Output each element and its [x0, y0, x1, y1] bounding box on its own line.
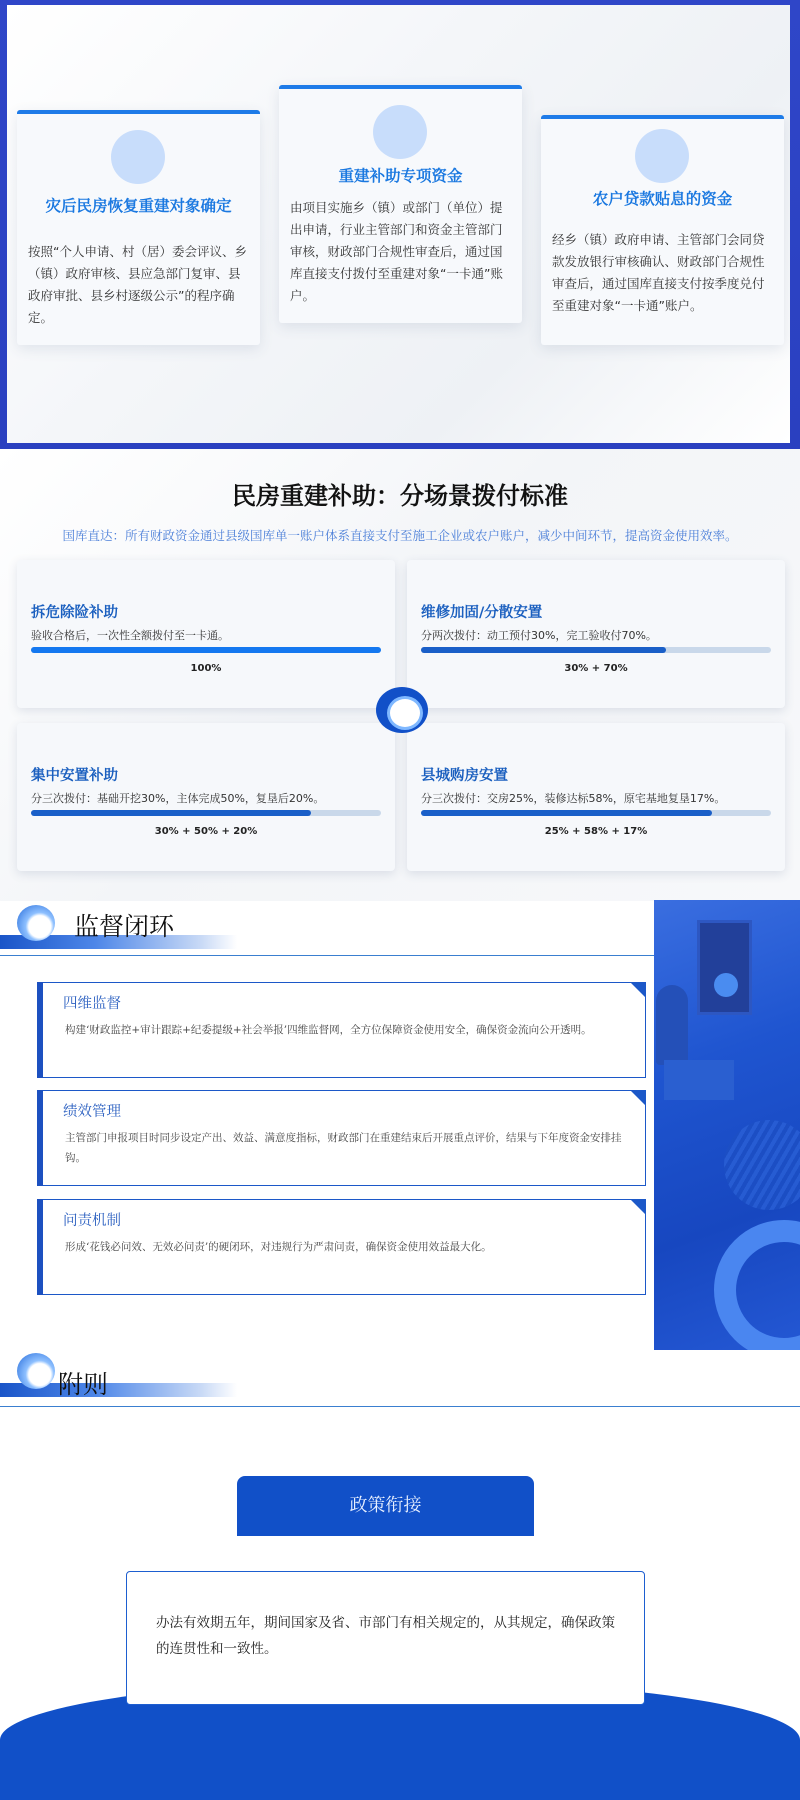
item-title: 四维监督	[63, 996, 121, 1012]
photo-desk	[664, 1060, 734, 1100]
meeting-photo	[654, 900, 800, 1350]
heading-disc-icon	[17, 1353, 55, 1389]
item-title: 问责机制	[63, 1213, 121, 1229]
standard-desc: 分两次拨付：动工预付30%，完工验收付70%。	[421, 629, 657, 642]
standard-card-repair	[407, 560, 785, 708]
stage-card-body: 按照“个人申请、村（居）委会评议、乡（镇）政府审核、县应急部门复审、县政府审批、县乡村逐级公示”的程序确定。	[28, 244, 247, 325]
standard-progress-track	[421, 647, 771, 653]
standard-card-centralized	[17, 723, 395, 871]
stage-card-title: 农户贷款贴息的资金	[592, 190, 733, 208]
stage-card-icon	[635, 129, 689, 183]
standard-desc: 验收合格后，一次性全额拨付至一卡通。	[31, 629, 229, 642]
stage-card-title: 重建补助专项资金	[338, 167, 463, 185]
supervision-item-accountability	[42, 1199, 646, 1295]
standard-card-county-housing	[407, 723, 785, 871]
standard-progress-fill	[31, 647, 381, 653]
stage-card-body: 经乡（镇）政府申请、主管部门会同贷款发放银行审核确认、财政部门合规性审查后，通过国库直接支付按季度兑付至重建对象“一卡通”账户。	[552, 232, 765, 313]
item-corner-mark	[631, 983, 645, 997]
standard-progress-track	[31, 810, 381, 816]
item-accent-bar	[37, 1090, 43, 1186]
stage-card-object-confirm	[17, 110, 260, 345]
stage-card-body: 由项目实施乡（镇）或部门（单位）提出申请，行业主管部门和资金主管部门审核，财政部门合规性审查后，通过国库直接支付拨付至重建对象“一卡通”账户。	[290, 200, 503, 303]
appendix-heading-label: 附则	[58, 1370, 109, 1399]
policy-text: 办法有效期五年，期间国家及省、市部门有相关规定的，从其规定，确保政策的连贯性和一致性。	[156, 1615, 615, 1657]
photo-poster	[697, 920, 752, 1015]
overview-panel-inner	[7, 5, 790, 443]
stage-card-icon	[111, 130, 165, 184]
standard-progress-track	[421, 810, 771, 816]
appendix-heading	[0, 1353, 800, 1403]
standards-subtitle: 国库直达：所有财政资金通过县级国库单一账户体系直接支付至施工企业或农户账户，减少中间环节，提高资金使用效率。	[62, 528, 738, 543]
heading-rule	[0, 955, 654, 956]
stage-card-title: 灾后民房恢复重建对象确定	[45, 197, 232, 215]
standard-title: 维修加固/分散安置	[421, 605, 543, 621]
standard-progress-label: 30% + 50% + 20%	[154, 826, 258, 837]
policy-tab: 政策衔接	[237, 1476, 534, 1536]
center-ring-icon	[376, 687, 428, 733]
heading-rule	[0, 1406, 800, 1407]
item-title: 绩效管理	[63, 1104, 121, 1120]
appendix-rule	[0, 1406, 800, 1408]
stage-card-special-fund	[279, 85, 522, 323]
stage-card-loan-subsidy	[541, 115, 784, 345]
standard-progress-track	[31, 647, 381, 653]
standards-title: 民房重建补助：分场景拨付标准	[232, 482, 568, 510]
standard-progress-label: 25% + 58% + 17%	[544, 826, 648, 837]
overview-panel	[0, 0, 800, 449]
standard-desc: 分三次拨付：交房25%，装修达标58%，原宅基地复垦17%。	[421, 792, 726, 805]
standard-progress-label: 30% + 70%	[564, 663, 628, 674]
photo-stripes	[724, 1120, 800, 1210]
photo-arc	[714, 1220, 800, 1350]
item-corner-mark	[631, 1200, 645, 1214]
standard-title: 拆危除险补助	[31, 605, 118, 621]
item-body: 主管部门申报项目时同步设定产出、效益、满意度指标，财政部门在重建结束后开展重点评价，结果与下年度资金安排挂钩。	[65, 1132, 622, 1164]
standards-section	[0, 449, 800, 901]
standard-title: 集中安置补助	[31, 768, 118, 784]
stage-card-icon	[373, 105, 427, 159]
policy-box	[126, 1571, 645, 1705]
standard-progress-fill	[31, 810, 311, 816]
standard-card-demolition	[17, 560, 395, 708]
supervision-heading-label: 监督闭环	[74, 912, 175, 941]
standard-progress-label: 100%	[190, 663, 222, 674]
item-accent-bar	[37, 1199, 43, 1295]
standard-title: 县城购房安置	[421, 768, 508, 784]
supervision-item-performance	[42, 1090, 646, 1186]
standard-progress-fill	[421, 647, 666, 653]
item-corner-mark	[631, 1091, 645, 1105]
photo-person	[656, 985, 688, 1065]
item-body: 构建‘财政监控+审计跟踪+纪委提级+社会举报’四维监督网，全方位保障资金使用安全，确保资金流向公开透明。	[65, 1024, 592, 1036]
item-accent-bar	[37, 982, 43, 1078]
heading-disc-icon	[17, 905, 55, 941]
supervision-item-four-dimensional	[42, 982, 646, 1078]
standard-progress-fill	[421, 810, 712, 816]
item-body: 形成‘花钱必问效、无效必问责’的硬闭环，对违规行为严肃问责，确保资金使用效益最大化。	[65, 1241, 492, 1253]
standard-desc: 分三次拨付：基础开挖30%，主体完成50%，复垦后20%。	[31, 792, 325, 805]
